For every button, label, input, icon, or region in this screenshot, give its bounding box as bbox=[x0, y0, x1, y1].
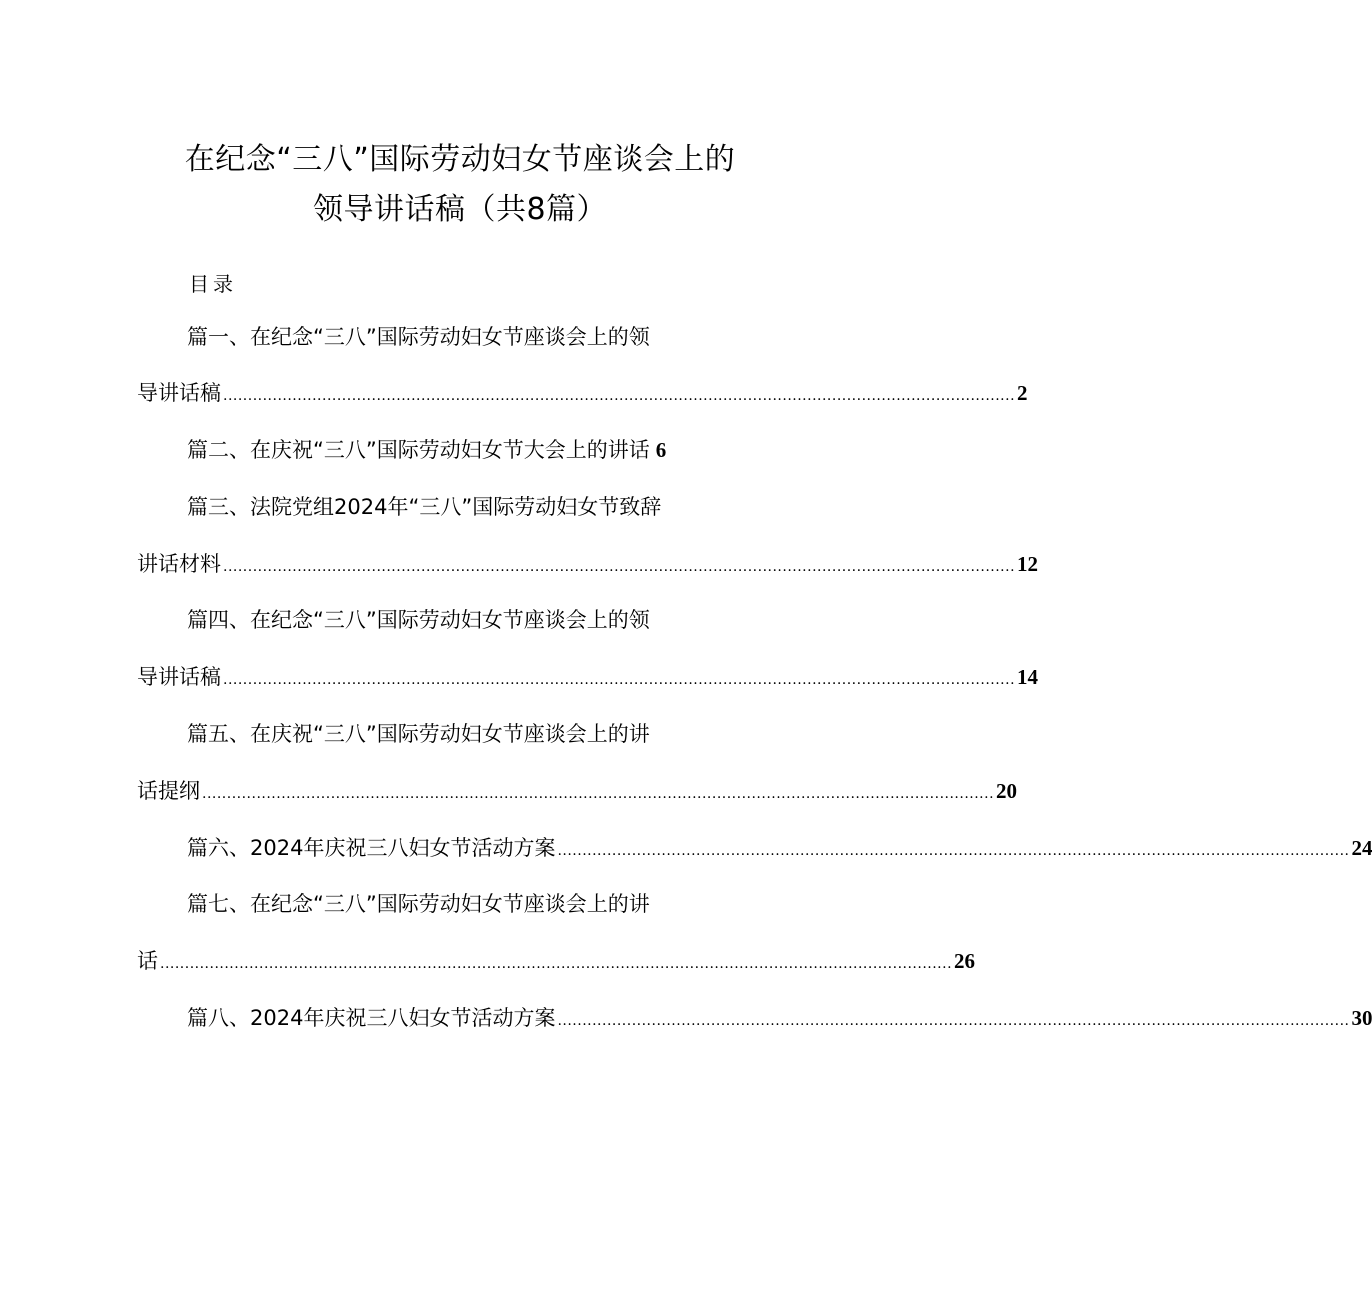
toc-leader-dots: ................................................................................................................................................................ bbox=[557, 843, 1350, 859]
toc-entry-7-page: 26 bbox=[954, 949, 976, 973]
toc-entry-6-page: 24 bbox=[1351, 836, 1372, 860]
toc-entry-4-row[interactable] bbox=[137, 662, 1039, 695]
toc-entry-2-page: 6 bbox=[655, 438, 667, 462]
toc-entry-5-page: 20 bbox=[996, 779, 1018, 803]
toc-entry-5-line-1[interactable]: 篇五、在庆祝“三八”国际劳动妇女节座谈会上的讲 bbox=[187, 722, 650, 746]
toc-leader-dots: ................................................................................................................................................................ bbox=[160, 956, 953, 972]
toc-entry-2-line-1: 篇二、在庆祝“三八”国际劳动妇女节大会上的讲话 bbox=[187, 438, 650, 462]
document-title-line-1: 在纪念“三八”国际劳动妇女节座谈会上的 bbox=[184, 142, 736, 177]
toc-entry-1-line-1[interactable]: 篇一、在纪念“三八”国际劳动妇女节座谈会上的领 bbox=[187, 325, 650, 349]
toc-entry-6-line-1: 篇六、2024年庆祝三八妇女节活动方案 bbox=[187, 836, 556, 860]
toc-entry-7-line-1[interactable]: 篇七、在纪念“三八”国际劳动妇女节座谈会上的讲 bbox=[187, 892, 650, 916]
toc-entry-3-line-1[interactable]: 篇三、法院党组2024年“三八”国际劳动妇女节致辞 bbox=[187, 495, 662, 519]
toc-entry-1-row[interactable] bbox=[137, 378, 1028, 411]
toc-leader-dots: ................................................................................................................................................................ bbox=[223, 672, 1016, 688]
toc-entry-1-page: 2 bbox=[1017, 381, 1028, 405]
toc-entry-1-line-2: 导讲话稿 bbox=[137, 381, 221, 405]
toc-entry-3-page: 12 bbox=[1017, 552, 1039, 576]
toc-entry-3-line-2: 讲话材料 bbox=[137, 552, 221, 576]
toc-entry-8-line-1: 篇八、2024年庆祝三八妇女节活动方案 bbox=[187, 1006, 556, 1030]
toc-entry-5-line-2: 话提纲 bbox=[137, 779, 200, 803]
toc-entry-4-line-1[interactable]: 篇四、在纪念“三八”国际劳动妇女节座谈会上的领 bbox=[187, 608, 650, 632]
toc-entry-6-row[interactable] bbox=[187, 833, 1372, 866]
toc-leader-dots: ................................................................................................................................................................ bbox=[557, 1013, 1350, 1029]
toc-entry-4-page: 14 bbox=[1017, 665, 1039, 689]
toc-entry-3-row[interactable] bbox=[137, 549, 1039, 582]
toc-entry-2-row[interactable] bbox=[187, 435, 666, 465]
toc-entry-8-row[interactable] bbox=[187, 1003, 1372, 1036]
toc-leader-dots: ................................................................................................................................................................ bbox=[223, 388, 1016, 404]
toc-heading: 目录 bbox=[189, 272, 237, 296]
toc-entry-8-page: 30 bbox=[1351, 1006, 1372, 1030]
toc-entry-4-line-2: 导讲话稿 bbox=[137, 665, 221, 689]
toc-entry-7-row[interactable] bbox=[137, 946, 976, 979]
document-title-line-2: 领导讲话稿（共8篇） bbox=[312, 192, 608, 227]
toc-leader-dots: ................................................................................................................................................................ bbox=[223, 559, 1016, 575]
toc-entry-7-line-2: 话 bbox=[137, 949, 158, 973]
toc-entry-5-row[interactable] bbox=[137, 776, 1018, 809]
toc-leader-dots: ................................................................................................................................................................ bbox=[202, 786, 995, 802]
